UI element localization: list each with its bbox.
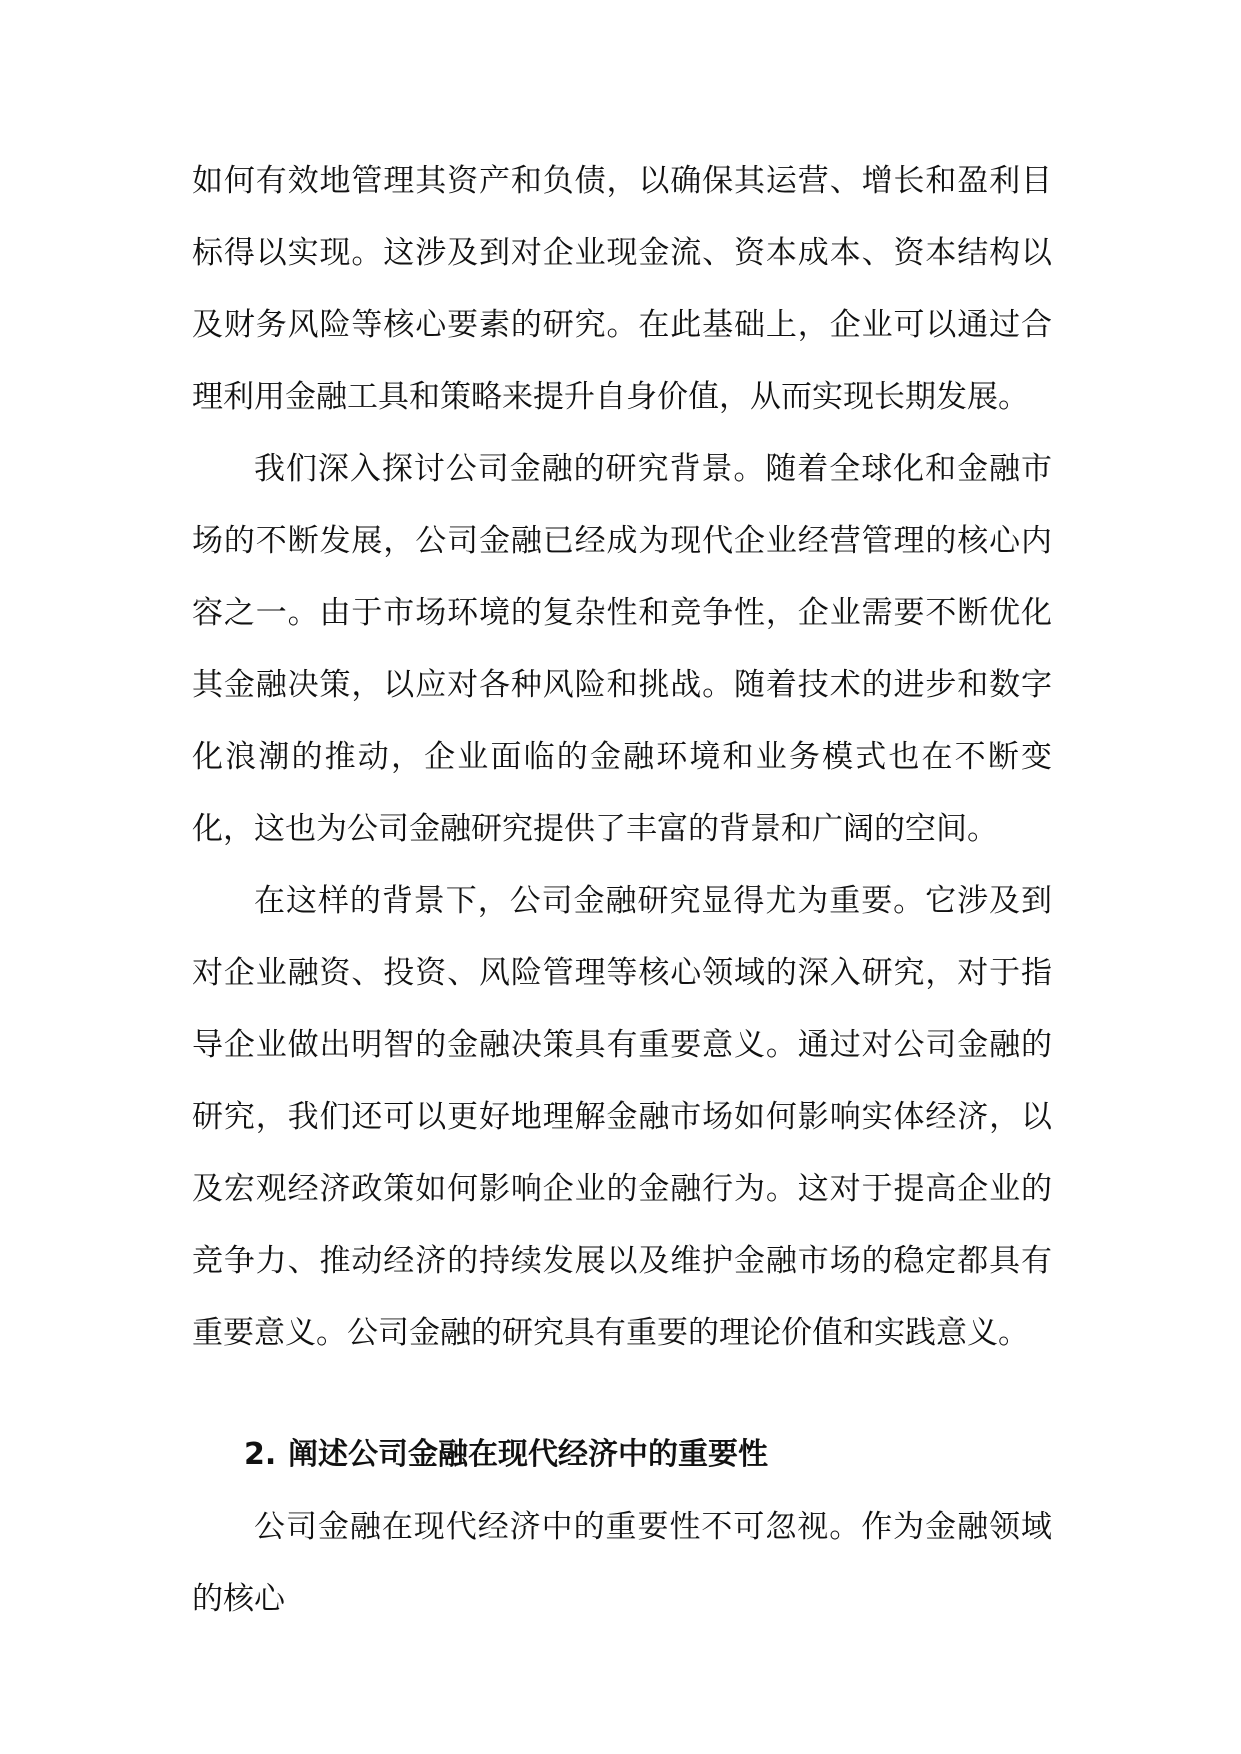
section-heading (192, 1419, 1052, 1491)
section-number: 2. (244, 1437, 277, 1472)
paragraph-research-background: 我们深入探讨公司金融的研究背景。随着全球化和金融市场的不断发展，公司金融已经成为现代企业经营管理的核心内容之一。由于市场环境的复杂性和竞争性，企业需要不断优化其金融决策，以应对各种风险和挑战。随着技术的进步和数字化浪潮的推动，企业面临的金融环境和业务模式也在不断变化，这也为公司金融研究提供了丰富的背景和广阔的空间。 (192, 451, 1052, 847)
paragraph-section-intro: 公司金融在现代经济中的重要性不可忽视。作为金融领域的核心 (192, 1509, 1052, 1617)
document-body (192, 145, 1052, 1635)
paragraph-continuation: 如何有效地管理其资产和负债，以确保其运营、增长和盈利目标得以实现。这涉及到对企业现金流、资本成本、资本结构以及财务风险等核心要素的研究。在此基础上，企业可以通过合理利用金融工具和策略来提升自身价值，从而实现长期发展。 (192, 163, 1052, 415)
paragraph-research-importance: 在这样的背景下，公司金融研究显得尤为重要。它涉及到对企业融资、投资、风险管理等核心领域的深入研究，对于指导企业做出明智的金融决策具有重要意义。通过对公司金融的研究，我们还可以更好地理解金融市场如何影响实体经济，以及宏观经济政策如何影响企业的金融行为。这对于提高企业的竞争力、推动经济的持续发展以及维护金融市场的稳定都具有重要意义。公司金融的研究具有重要的理论价值和实践意义。 (192, 883, 1052, 1351)
section-title: 阐述公司金融在现代经济中的重要性 (288, 1437, 768, 1472)
